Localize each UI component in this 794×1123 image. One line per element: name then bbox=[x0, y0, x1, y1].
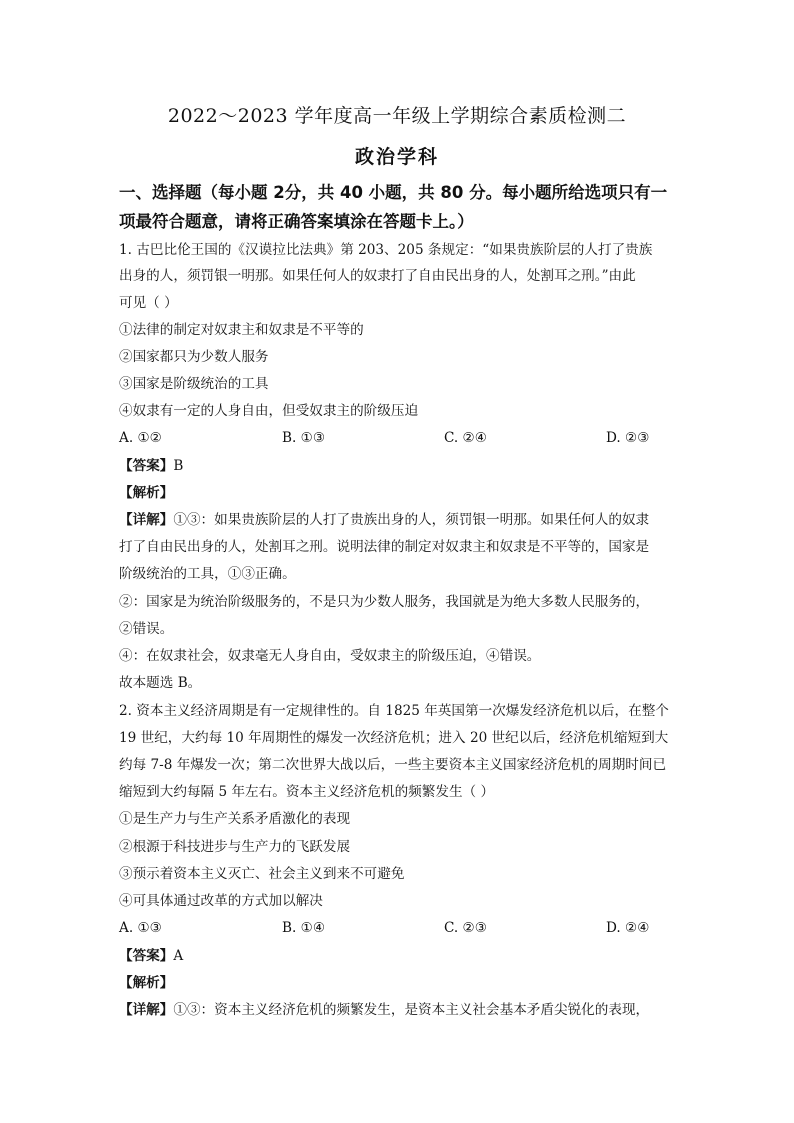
q1-analysis-tag bbox=[119, 483, 173, 503]
q1-detail-line: ②错误。 bbox=[119, 621, 174, 637]
q1-option-a: A. ①② bbox=[119, 430, 162, 446]
analysis-tag: 【解析】 bbox=[119, 975, 174, 991]
q1-option-b: B. ①③ bbox=[282, 430, 326, 446]
q1-detail-line: ④：在奴隶社会，奴隶毫无人身自由，受奴隶主的阶级压迫，④错误。 bbox=[119, 648, 541, 664]
q2-stem-line: 缩短到大约每隔 5 年左右。资本主义经济危机的频繁发生（ ） bbox=[119, 784, 495, 800]
q1-stem-line: 出身的人，须罚银一明那。如果任何人的奴隶打了自由民出身的人，处割耳之刑。”由此 bbox=[119, 268, 636, 284]
q1-detail-line bbox=[119, 510, 649, 530]
q2-statement: ②根源于科技进步与生产力的飞跃发展 bbox=[119, 839, 351, 855]
q2-statement: ①是生产力与生产关系矛盾激化的表现 bbox=[119, 811, 351, 827]
q2-analysis-tag bbox=[119, 973, 173, 993]
q2-statement: ③预示着资本主义灭亡、社会主义到来不可避免 bbox=[119, 866, 405, 882]
q2-option-b: B. ①④ bbox=[282, 920, 326, 936]
section-heading: 一、选择题（每小题 2分，共 40 小题，共 80 分。每小题所给选项只有一项最符合题意，请将正确答案填涂在答题卡上。） bbox=[119, 183, 668, 231]
q1-conclusion: 故本题选 B。 bbox=[119, 675, 202, 691]
answer-value: B bbox=[173, 458, 184, 474]
answer-tag: 【答案】 bbox=[119, 458, 174, 474]
exam-title: 2022～2023 学年度高一年级上学期综合素质检测二 bbox=[167, 105, 627, 127]
q1-statement: ①法律的制定对奴隶主和奴隶是不平等的 bbox=[119, 322, 364, 338]
q2-statement: ④可具体通过改革的方式加以解决 bbox=[119, 893, 323, 909]
q1-option-d: D. ②③ bbox=[606, 430, 650, 446]
q2-stem-line: 19 世纪，大约每 10 年周期性的爆发一次经济危机；进入 20 世纪以后，经济危机缩短到大 bbox=[119, 730, 669, 746]
detail-tag: 【详解】 bbox=[119, 1002, 174, 1018]
detail-tag: 【详解】 bbox=[119, 512, 174, 528]
q2-detail-line bbox=[119, 1000, 649, 1020]
q1-statement: ④奴隶有一定的人身自由，但受奴隶主的阶级压迫 bbox=[119, 403, 419, 419]
q1-detail-line: 打了自由民出身的人，处割耳之刑。说明法律的制定对奴隶主和奴隶是不平等的，国家是 bbox=[119, 539, 650, 555]
q1-detail-line: 阶级统治的工具，①③正确。 bbox=[119, 566, 296, 582]
q2-stem-line: 约每 7-8 年爆发一次；第二次世界大战以后，一些主要资本主义国家经济危机的周期时间已 bbox=[119, 757, 667, 773]
q1-detail-line: ②：国家是为统治阶级服务的，不是只为少数人服务，我国就是为绝大多数人民服务的， bbox=[119, 594, 650, 610]
q1-statement: ③国家是阶级统治的工具 bbox=[119, 376, 269, 392]
q2-option-c: C. ②③ bbox=[444, 920, 487, 936]
q2-answer-line bbox=[119, 946, 183, 966]
q1-stem-line: 可见（ ） bbox=[119, 295, 178, 311]
subject-title: 政治学科 bbox=[354, 146, 439, 168]
detail-text: ①③：资本主义经济危机的频繁发生，是资本主义社会基本矛盾尖锐化的表现， bbox=[173, 1002, 650, 1018]
answer-value: A bbox=[173, 948, 184, 964]
detail-text: ①③：如果贵族阶层的人打了贵族出身的人，须罚银一明那。如果任何人的奴隶 bbox=[173, 512, 650, 528]
q2-stem-line: 2. 资本主义经济周期是有一定规律性的。自 1825 年英国第一次爆发经济危机以后，在整个 bbox=[119, 703, 669, 719]
q1-stem-line: 1. 古巴比伦王国的《汉谟拉比法典》第 203、205 条规定：“如果贵族阶层的人打了贵族 bbox=[119, 242, 653, 258]
analysis-tag: 【解析】 bbox=[119, 485, 174, 501]
answer-tag: 【答案】 bbox=[119, 948, 174, 964]
q1-statement: ②国家都只为少数人服务 bbox=[119, 349, 269, 365]
q1-answer-line bbox=[119, 456, 183, 476]
q1-option-c: C. ②④ bbox=[444, 430, 487, 446]
q2-option-d: D. ②④ bbox=[606, 920, 650, 936]
q2-option-a: A. ①③ bbox=[119, 920, 162, 936]
